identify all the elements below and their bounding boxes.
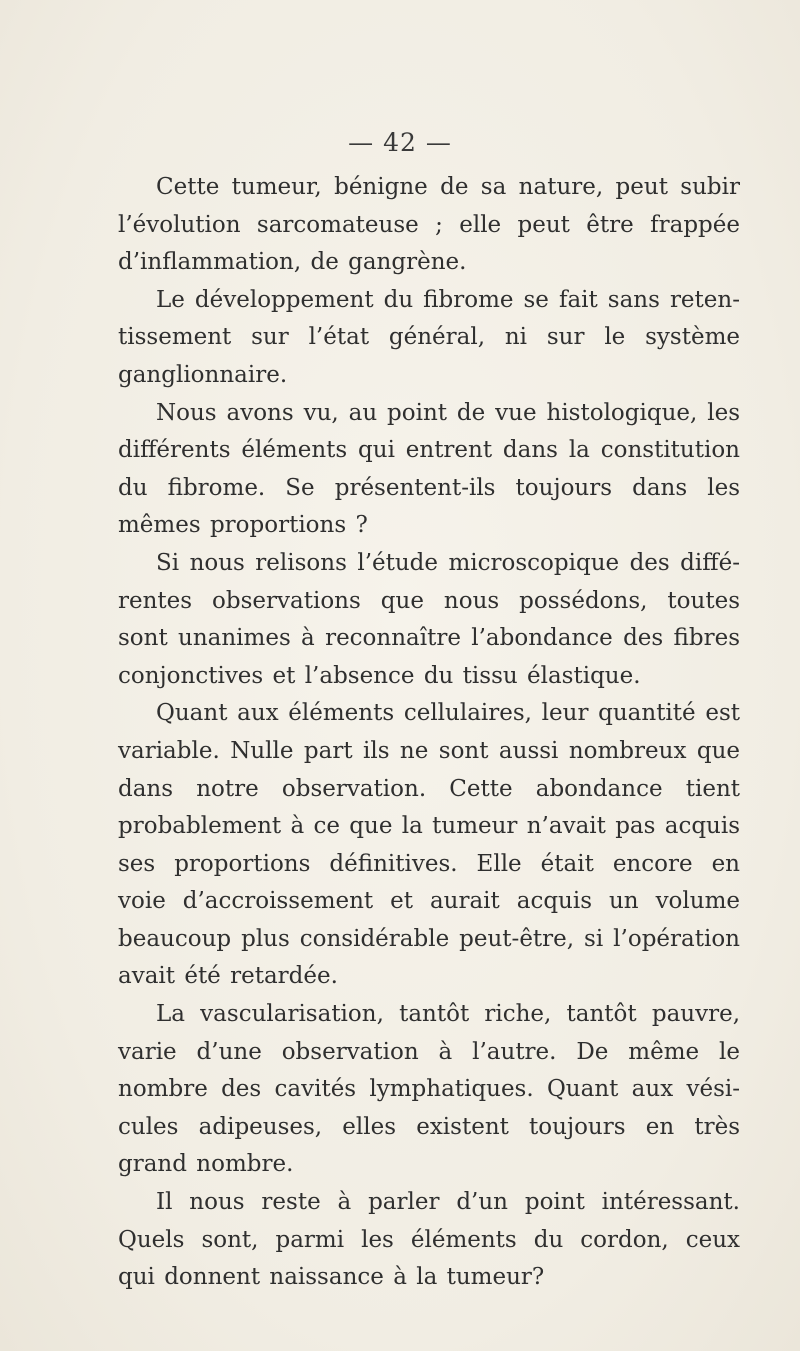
text-line: tissement sur l’état général, ni sur le système: [118, 324, 740, 351]
text-line: Le développement du fibrome se fait sans reten-: [156, 286, 740, 313]
text-line: grand nombre.: [118, 1151, 294, 1178]
text-line: du fibrome. Se présentent-ils toujours dans les: [118, 474, 740, 501]
body-text: [118, 169, 740, 1297]
text-line: dans notre observation. Cette abondance tient: [118, 775, 740, 802]
page-number: — 42 —: [348, 128, 452, 157]
text-line: avait été retardée.: [118, 963, 338, 990]
text-line: Cette tumeur, bénigne de sa nature, peut subir: [156, 174, 740, 200]
text-line: Quels sont, parmi les éléments du cordon, ceux: [118, 1226, 740, 1253]
text-line: nombre des cavités lymphatiques. Quant aux vési-: [118, 1076, 740, 1103]
text-line: Il nous reste à parler d’un point intéressant.: [156, 1189, 740, 1216]
text-line: Si nous relisons l’étude microscopique des diffé-: [156, 549, 740, 576]
text-line: varie d’une observation à l’autre. De même le: [118, 1038, 740, 1065]
text-line: cules adipeuses, elles existent toujours en très: [118, 1113, 740, 1140]
text-line: La vascularisation, tantôt riche, tantôt pauvre,: [156, 1001, 740, 1028]
text-line: conjonctives et l’absence du tissu élastique.: [118, 662, 641, 689]
text-line: mêmes proportions ?: [118, 512, 368, 539]
text-line: ses proportions définitives. Elle était encore en: [118, 850, 740, 877]
text-line: ganglionnaire.: [118, 361, 288, 388]
text-line: l’évolution sarcomateuse ; elle peut être frappée: [118, 211, 740, 238]
text-line: probablement à ce que la tumeur n’avait pas acquis: [118, 813, 741, 840]
text-line: d’inflammation, de gangrène.: [118, 249, 467, 276]
text-line: Nous avons vu, au point de vue histologique, les: [156, 399, 740, 426]
text-line: différents éléments qui entrent dans la constitution: [118, 437, 740, 464]
text-line: voie d’accroissement et aurait acquis un volume: [118, 888, 740, 915]
text-line: qui donnent naissance à la tumeur?: [118, 1264, 545, 1291]
text-line: rentes observations que nous possédons, toutes: [118, 587, 740, 614]
text-line: variable. Nulle part ils ne sont aussi nombreux que: [118, 737, 740, 764]
text-line: Quant aux éléments cellulaires, leur quantité est: [156, 700, 740, 727]
text-line: sont unanimes à reconnaître l’abondance des fibres: [118, 625, 740, 652]
text-line: beaucoup plus considérable peut-être, si l’opération: [118, 925, 740, 952]
